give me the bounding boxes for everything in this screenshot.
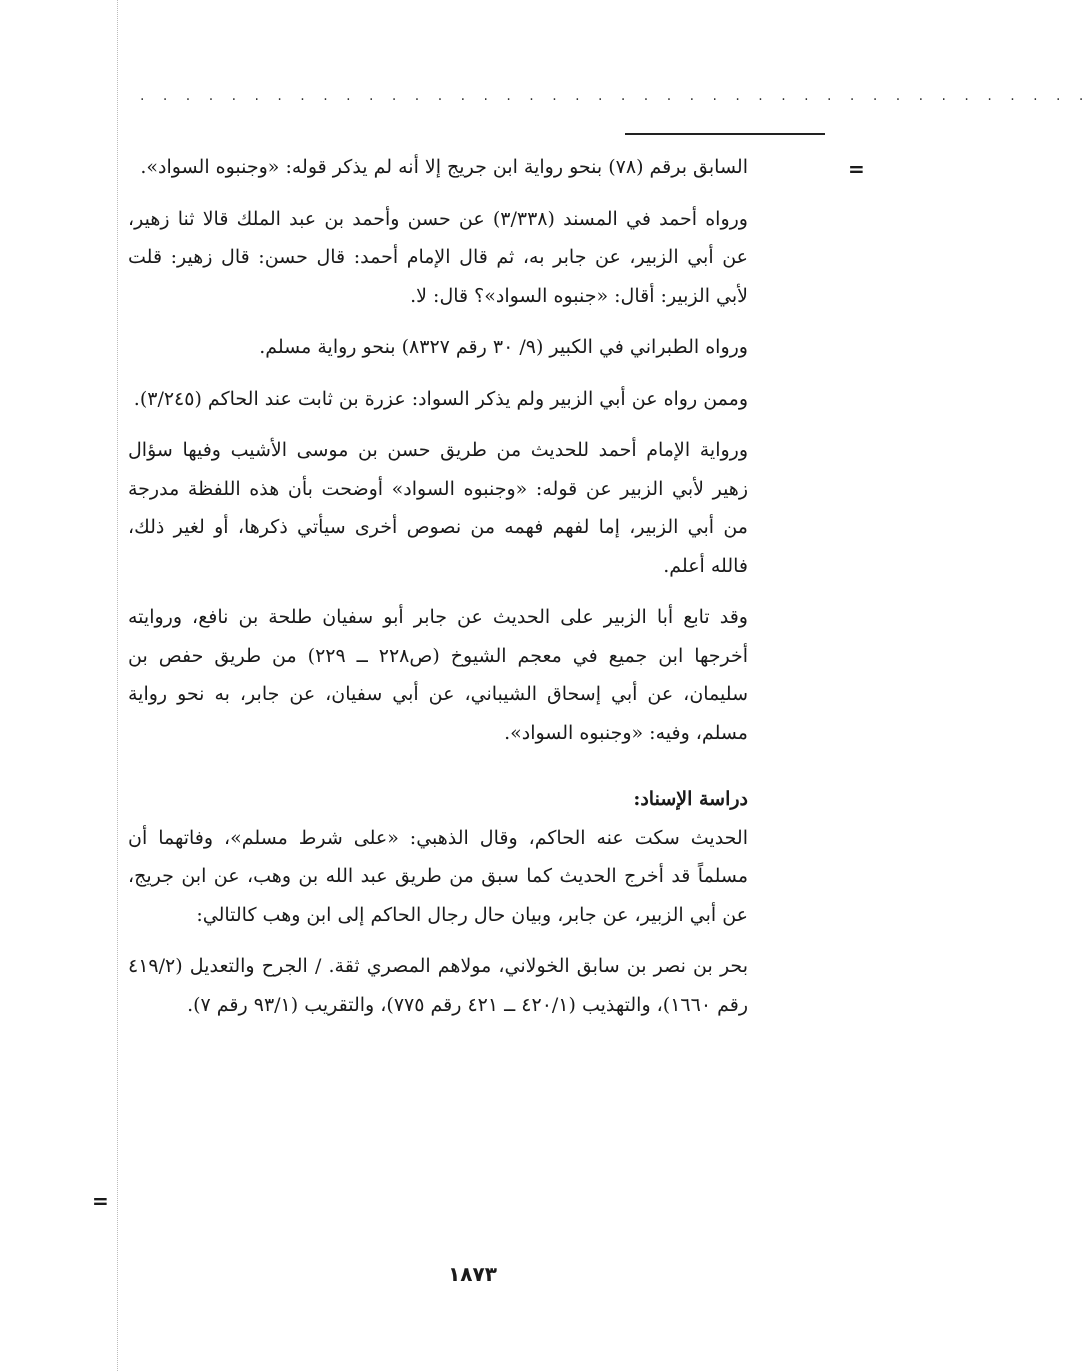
paragraph: وممن رواه عن أبي الزبير ولم يذكر السواد: عزرة بن ثابت عند الحاكم (٣/٢٤٥). — [133, 387, 748, 410]
paragraph: ورواه الطبراني في الكبير (٩/ ٣٠ رقم ٨٣٢٧) بنحو رواية مسلم. — [259, 336, 748, 358]
paragraph: بحر بن نصر بن سابق الخولاني، مولاهم المصري ثقة. / الجرح والتعديل (٤١٩/٢ رقم ١٦٦٠)، والتهذيب (٤٢٠/١ ــ ٤٢١ رقم ٧٧٥)، والتقريب (٩٣/١ رقم ٧). — [128, 955, 748, 1016]
paragraph: السابق برقم (٧٨) بنحو رواية ابن جريج إلا أنه لم يذكر قوله: «وجنبوه السواد». — [140, 156, 748, 178]
paragraph: الحديث سكت عنه الحاكم، وقال الذهبي: «على شرط مسلم»، وفاتهما أن مسلماً قد أخرج الحديث كما سبق من طريق عبد الله بن وهب، عن ابن جريج، عن أبي الزبير، عن جابر، وبيان حال رجال الحاكم إلى ابن وهب كالتالي: — [128, 826, 748, 926]
paragraph: ورواه أحمد في المسند (٣/٣٣٨) عن حسن وأحمد بن عبد الملك قالا ثنا زهير، عن أبي الزبير، عن جابر به، ثم قال الإمام أحمد: قال حسن: قال زهير: قلت لأبي الزبير: أقال: «جنبوه السواد»؟ قال: لا. — [128, 207, 748, 307]
continuation-mark-bottom: = — [92, 1189, 109, 1213]
paragraph: وقد تابع أبا الزبير على الحديث عن جابر أبو سفيان طلحة بن نافع، وروايته أخرجها ابن جميع في معجم الشيوخ (ص٢٢٨ ــ ٢٢٩) من طريق حفص بن سليمان، عن أبي إسحاق الشيباني، عن أبي سفيان، عن جابر، به نحو رواية مسلم، وفيه: «وجنبوه السواد». — [128, 606, 748, 744]
binding-margin-line — [117, 0, 118, 1371]
footnote-rule — [625, 133, 825, 135]
page-number: ١٨٧٣ — [448, 1262, 497, 1286]
section-heading: دراسة الإسناد: — [633, 788, 748, 810]
continuation-mark-top: = — [848, 157, 865, 181]
separator-dots: . . . . . . . . . . . . . . . . . . . . . . . . . . . . . . . . . . . . . . . . . . — [140, 88, 1090, 104]
footnote-text — [128, 148, 748, 1024]
paragraph: ورواية الإمام أحمد للحديث من طريق حسن بن موسى الأشيب وفيها سؤال زهير لأبي الزبير عن قوله: «وجنبوه السواد» أوضحت بأن هذه اللفظة مدرجة من أبي الزبير، إما لفهم فهمه من نصوص أخرى سيأتي ذكرها، أو لغير ذلك، فالله أعلم. — [128, 439, 748, 577]
